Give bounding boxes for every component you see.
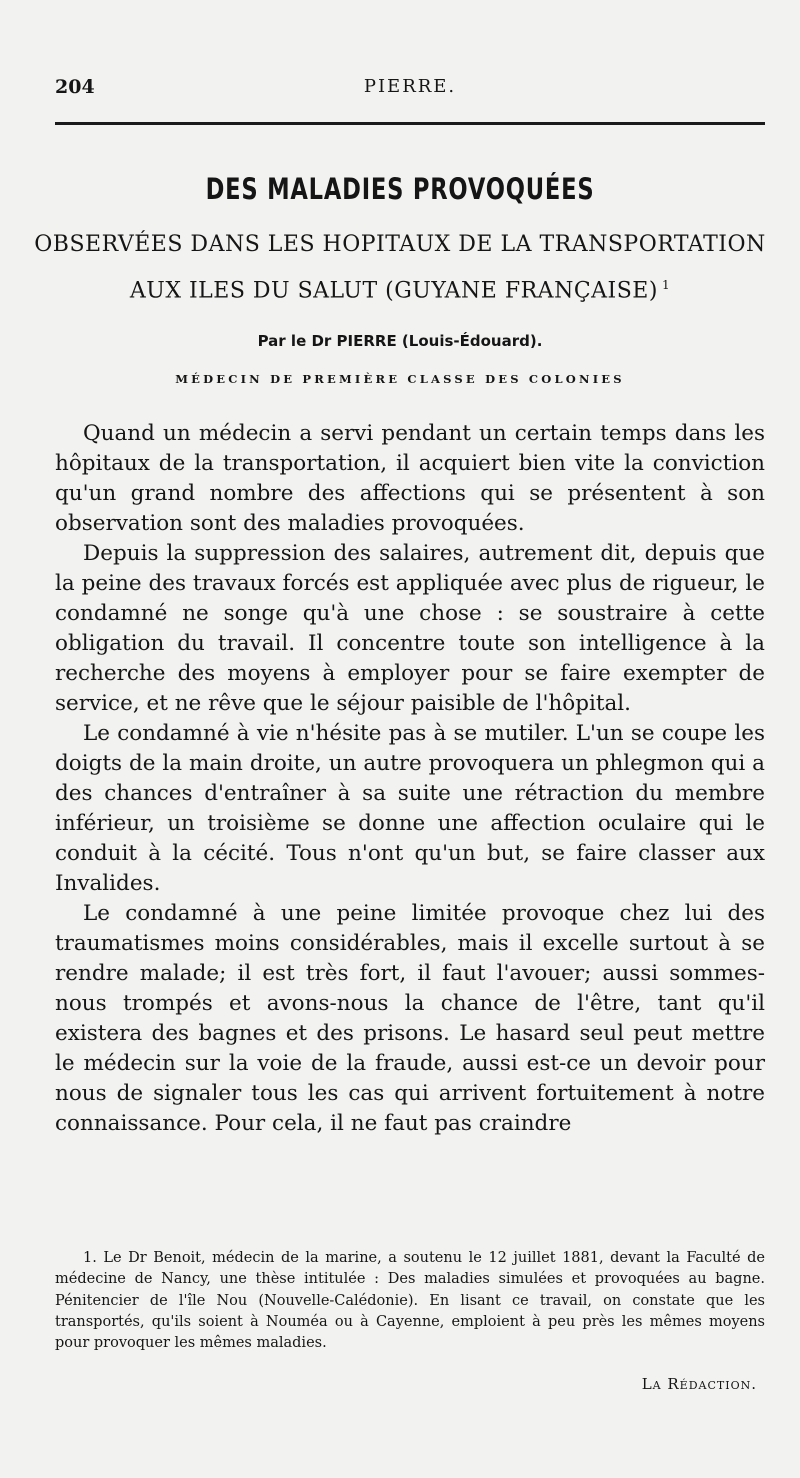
paragraph: Quand un médecin a servi pendant un certain temps dans les hôpitaux de la transportation, il acquiert bien vite la conviction qu'un grand nombre des affections qui se présentent à son observation sont des maladies provoquées. (55, 421, 765, 536)
page-number: 204 (55, 76, 95, 98)
running-head: PIERRE. (363, 76, 457, 97)
body-text (55, 419, 765, 1139)
footnote-signature: La Rédaction. (641, 1375, 757, 1393)
article-subtitle-line1: OBSERVÉES DANS LES HOPITAUX DE LA TRANSPORTATION (34, 232, 766, 257)
article-title: DES MALADIES PROVOQUÉES (205, 172, 595, 206)
paragraph: Le condamné à une peine limitée provoque chez lui des traumatismes moins considérables, mais il excelle surtout à se rendre malade; il est très fort, il faut l'avouer; aussi sommes-nous trompés et avons-nous la chance de l'être, tant qu'il existera des bagnes et des prisons. Le hasard seul peut mettre le médecin sur la voie de la fraude, aussi est-ce un devoir pour nous de signaler tous les cas qui arrivent fortuitement à notre connaissance. Pour cela, il ne faut pas craindre (55, 901, 765, 1136)
footnote-text: 1. Le Dr Benoit, médecin de la marine, a soutenu le 12 juillet 1881, devant la Faculté de médecine de Nancy, une thèse intitulée : Des maladies simulées et provoquées au bagne. Pénitencier de l'île Nou (Nouvelle-Calédonie). En lisant ce travail, on constate que les transportés, qu'ils soient à Nouméa ou à Cayenne, emploient à peu près les mêmes moyens pour provoquer les mêmes maladies. (55, 1250, 765, 1352)
author-role: MÉDECIN DE PREMIÈRE CLASSE DES COLONIES (175, 372, 625, 386)
header-rule (55, 122, 765, 125)
paragraph: Le condamné à vie n'hésite pas à se mutiler. L'un se coupe les doigts de la main droite, un autre provoquera un phlegmon qui a des chances d'entraîner à sa suite une rétraction du membre inférieur, un troisième se donne une affection oculaire qui le conduit à la cécité. Tous n'ont qu'un but, se faire classer aux Invalides. (55, 721, 765, 896)
subtitle-line2-text: AUX ILES DU SALUT (GUYANE FRANÇAISE) (129, 278, 658, 304)
article-subtitle-line2 (0, 278, 800, 303)
footnote (55, 1248, 765, 1354)
page-header (55, 76, 765, 106)
footnote-marker: 1 (661, 278, 671, 292)
paragraph: Depuis la suppression des salaires, autrement dit, depuis que la peine des travaux forcés est appliquée avec plus de rigueur, le condamné ne songe qu'à une chose : se soustraire à cette obligation du travail. Il concentre toute son intelligence à la recherche des moyens à employer pour se faire exempter de service, et ne rêve que le séjour paisible de l'hôpital. (55, 541, 765, 716)
author-line: Par le Dr PIERRE (Louis-Édouard). (257, 332, 543, 350)
